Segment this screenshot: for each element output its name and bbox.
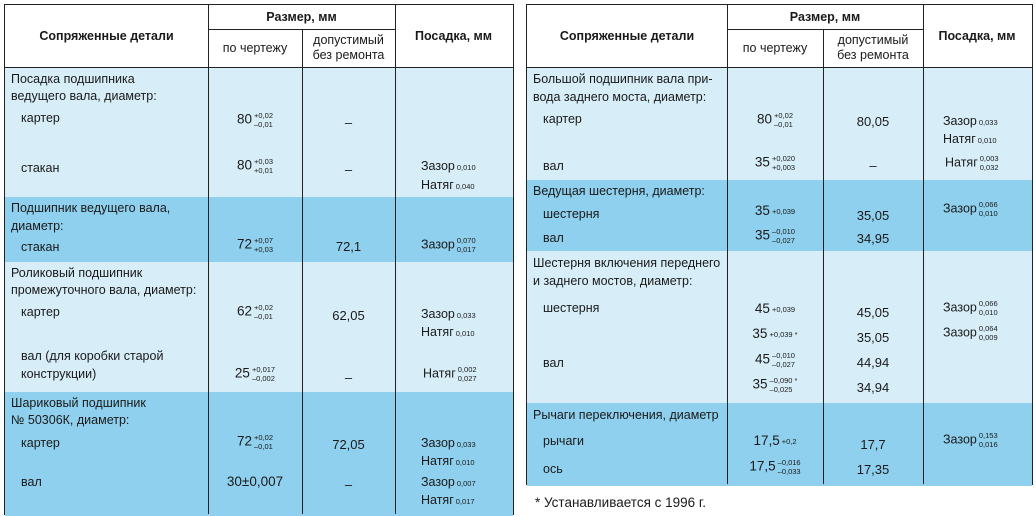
fit-range [979, 200, 998, 218]
right-g3-r1-fit [943, 299, 998, 317]
header-allowed-line-1: допустимый [313, 33, 384, 47]
fit-word: Натяг [423, 366, 456, 381]
tol-lo: –0,01 [254, 120, 273, 129]
fit-word: Натяг [943, 132, 976, 146]
fit-value: 0,033 [978, 118, 998, 127]
right-g2-r2-allow: 34,95 [856, 231, 890, 246]
left-g4-r2-allow: – [344, 477, 353, 492]
right-g3-r2-allow: 44,94 [856, 355, 890, 370]
fit-word: Зазор [421, 237, 455, 252]
tol-lo: +0,03 [254, 245, 273, 254]
size-base: 17,5 [753, 433, 780, 448]
right-g1-title-1: Большой подшипник вала при- [533, 72, 713, 86]
right-g3-r2-label: вал [543, 356, 564, 370]
left-g3-r1-allow: 62,05 [332, 308, 365, 323]
size-tolerance [254, 236, 273, 254]
tol-lo: –0,027 [772, 236, 795, 245]
left-g2-r1-label: стакан [21, 240, 60, 254]
right-g1-r1-label: картер [543, 112, 582, 126]
size-tolerance [254, 433, 273, 451]
tol-up: +0,07 [254, 236, 273, 245]
size-base: 80 [236, 111, 253, 127]
fit-lo: 0,010 [978, 209, 998, 218]
tol-up: +0,02 [254, 303, 273, 312]
header-fit: Посадка, мм [414, 28, 493, 43]
size-tolerance [778, 458, 801, 476]
size-base: 45 [755, 351, 771, 367]
left-g3-r1-label: картер [21, 305, 60, 319]
fit-lo: 0,017 [456, 245, 476, 254]
size-base: 62 [236, 303, 253, 319]
tol-up: +0,2 [781, 437, 797, 447]
size-base: 45 [754, 301, 770, 316]
left-g4-r1-allow: 72,05 [332, 437, 365, 452]
left-g3-title-2: промежуточного вала, диаметр: [11, 283, 197, 297]
fit-range [980, 154, 999, 172]
fit-word: Зазор [943, 114, 977, 128]
left-g2-r1-size [208, 236, 302, 254]
size-base: 35 [754, 203, 770, 218]
header-parts: Сопряженные детали [39, 28, 174, 43]
fit-word: Зазор [421, 436, 455, 450]
tol-lo: +0,01 [254, 166, 273, 175]
size-base: 80 [236, 157, 253, 173]
size-base: 72 [236, 433, 253, 449]
fit-value: 0,010 [977, 136, 997, 145]
tol-up: +0,039 [771, 207, 796, 217]
header-drawing: по чертежу [222, 40, 288, 55]
tol-up: –0,010 [772, 351, 795, 360]
left-g4-r1-fit-1 [421, 436, 476, 450]
right-g2-r1-fit [943, 200, 998, 218]
fit-range [979, 431, 998, 449]
header-allowed-line-2: без ремонта [312, 48, 385, 62]
header-fit: Посадка, мм [938, 28, 1016, 43]
size-tolerance [772, 207, 795, 216]
right-g4-title: Рычаги переключения, диаметр [533, 408, 719, 422]
left-g2-r1-fit [421, 236, 476, 254]
size-tolerance [772, 227, 795, 245]
left-g1-title-1: Посадка подшипника [11, 72, 135, 86]
right-g1-r2-size [727, 154, 823, 172]
header-drawing: по чертежу [742, 40, 808, 55]
fit-up: 0,066 [978, 200, 998, 209]
fit-value: 0,017 [455, 497, 475, 506]
left-table [4, 4, 514, 515]
left-g4-title-1: Шариковый подшипник [11, 396, 146, 410]
tol-lo: –0,01 [774, 120, 793, 129]
fit-up: 0,066 [978, 299, 998, 308]
left-g4-title-2: № 50306К, диаметр: [11, 413, 130, 427]
right-g3-r1b-size [727, 326, 823, 341]
fit-lo: 0,027 [457, 374, 477, 383]
right-g3-r1b-allow: 35,05 [856, 330, 890, 345]
left-g1-r2-label: стакан [21, 161, 60, 175]
right-table [526, 4, 1033, 485]
tol-up: +0,039 * [769, 330, 798, 340]
tol-lo: –0,027 [772, 360, 795, 369]
fit-range [457, 236, 476, 254]
right-g2-title: Ведущая шестерня, диаметр: [533, 184, 705, 198]
left-g4-r1-size [208, 433, 302, 451]
right-g3-r1-label: шестерня [543, 301, 600, 315]
size-base: 72 [236, 236, 253, 252]
tol-lo: –0,01 [254, 312, 273, 321]
right-g4-r1-label: рычаги [543, 434, 584, 448]
right-g3-title-2: и заднего мостов, диаметр: [533, 274, 693, 288]
header-allowed-line-2: без ремонта [837, 48, 909, 62]
left-g3-r2-fit [423, 365, 477, 383]
tol-up: +0,020 [771, 154, 796, 163]
left-g1-r2-allow: – [344, 162, 353, 177]
size-tolerance [254, 157, 273, 175]
fit-lo: 0,010 [978, 308, 998, 317]
size-base: 17,5 [749, 458, 776, 474]
right-g1-r2-fit [945, 154, 999, 172]
right-g2-r1-allow: 35,05 [856, 208, 890, 223]
tol-up: –0,016 [777, 458, 801, 467]
header-parts: Сопряженные детали [559, 28, 695, 43]
fit-value: 0,010 [455, 458, 475, 467]
tol-up: +0,02 [254, 111, 273, 120]
header-size: Размер, мм [266, 9, 337, 24]
fit-word: Зазор [421, 307, 455, 321]
right-header [527, 5, 1032, 68]
size-base: 35 [752, 326, 768, 341]
left-g1-r2-size [208, 157, 302, 175]
tol-up: +0,02 [254, 433, 273, 442]
right-g4-r2-label: ось [543, 462, 563, 476]
left-g1-r1-size [208, 111, 302, 129]
right-g1-r1-allow: 80,05 [856, 114, 890, 129]
tol-up: +0,03 [254, 157, 273, 166]
right-g3-r1b-fit [943, 324, 998, 342]
left-g3-r2-allow: – [344, 370, 353, 385]
size-base: 25 [234, 365, 250, 381]
fit-lo: 0,009 [978, 333, 998, 342]
left-g3-r1-fit-1 [421, 307, 476, 321]
right-g2-r1-size [727, 203, 823, 218]
fit-up: 0,002 [457, 365, 477, 374]
left-g4-r1-label: картер [21, 436, 60, 450]
right-g1-r2-label: вал [543, 159, 564, 173]
size-tolerance [772, 154, 795, 172]
left-g3-title-1: Роликовый подшипник [11, 266, 143, 280]
left-g3-r2-size [208, 365, 302, 383]
size-tolerance [252, 365, 275, 383]
left-g2-title-1: Подшипник ведущего вала, [11, 201, 171, 215]
size-tolerance [774, 111, 793, 129]
left-g4-r1-fit-2 [421, 454, 475, 468]
left-g3-r2-label-2: конструкции) [21, 367, 97, 381]
fit-word: Натяг [945, 155, 978, 170]
size-tolerance [782, 437, 797, 446]
size-tolerance [769, 330, 797, 339]
right-g2-r2-label: вал [543, 231, 564, 245]
right-g1-r1-size [727, 111, 823, 129]
left-header [5, 5, 513, 68]
fit-range [979, 324, 998, 342]
left-g4-r2-size: 30±0,007 [226, 474, 284, 489]
right-g1-r2-allow: – [869, 158, 877, 173]
left-g2-r1-allow: 72,1 [335, 239, 362, 254]
right-g3-r1-size [727, 301, 823, 316]
size-base: 35 [752, 376, 768, 392]
left-g1-title-2: ведущего вала, диаметр: [11, 89, 157, 103]
fit-up: 0,153 [978, 431, 998, 440]
fit-lo: 0,032 [979, 163, 999, 172]
left-g3-r1-fit-2 [421, 325, 475, 339]
size-base: 35 [754, 154, 770, 170]
right-g1-title-2: вода заднего моста, диаметр: [533, 90, 707, 104]
fit-value: 0,010 [455, 329, 475, 338]
left-g4-r2-fit-1 [421, 475, 476, 489]
fit-word: Натяг [421, 454, 454, 468]
header-allowed [823, 29, 923, 67]
size-base: 35 [755, 227, 771, 243]
right-g2-r1-label: шестерня [543, 207, 600, 221]
right-g3-title-1: Шестерня включения переднего [533, 256, 721, 270]
fit-range [979, 299, 998, 317]
fit-word: Натяг [421, 493, 454, 507]
header-allowed [302, 29, 395, 67]
left-g3-r2-label-1: вал (для коробки старой [21, 349, 164, 363]
tol-up: +0,039 [771, 305, 796, 315]
fit-word: Натяг [421, 178, 454, 192]
right-g3-r2-size [727, 351, 823, 369]
fit-value: 0,033 [456, 311, 476, 320]
fit-value: 0,033 [456, 440, 476, 449]
tol-lo: –0,01 [254, 442, 273, 451]
right-g4-r1-allow: 17,7 [860, 437, 886, 452]
left-g3-r1-size [208, 303, 302, 321]
fit-word: Зазор [943, 325, 977, 340]
tol-up: +0,017 [251, 365, 276, 374]
fit-word: Зазор [943, 300, 977, 315]
tol-up: +0,02 [774, 111, 793, 120]
right-g4-r2-size [727, 458, 823, 476]
right-g2-r2-size [727, 227, 823, 245]
tol-up: –0,090 * [769, 376, 798, 385]
right-g4-r2-allow: 17,35 [856, 462, 890, 477]
left-g4-r2-fit-2 [421, 493, 475, 507]
fit-up: 0,003 [979, 154, 999, 163]
fit-value: 0,040 [455, 182, 475, 191]
right-g1-r1-fit-2 [943, 132, 997, 146]
fit-word: Зазор [943, 201, 977, 216]
header-size: Размер, мм [789, 9, 861, 24]
tol-up: –0,010 [772, 227, 795, 236]
left-g1-r2-fit-1 [421, 159, 476, 173]
right-g4-r1-size [727, 433, 823, 448]
fit-up: 0,064 [978, 324, 998, 333]
fit-value: 0,010 [456, 163, 476, 172]
size-tolerance [770, 376, 798, 394]
right-g3-r1-allow: 45,05 [856, 305, 890, 320]
footnote: * Устанавливается с 1996 г. [535, 495, 706, 510]
header-allowed-line-1: допустимый [837, 33, 909, 47]
left-g2-title-2: диаметр: [11, 219, 64, 233]
tol-lo: –0,002 [251, 374, 275, 383]
right-g1-r1-fit-1 [943, 114, 998, 128]
size-tolerance [254, 111, 273, 129]
size-tolerance [254, 303, 273, 321]
size-tolerance [772, 305, 795, 314]
right-g3-r2b-allow: 34,94 [856, 380, 890, 395]
fit-word: Зазор [421, 475, 455, 489]
size-tolerance [772, 351, 795, 369]
fit-lo: 0,016 [978, 440, 998, 449]
fit-value: 0,007 [456, 479, 476, 488]
fit-word: Зазор [421, 159, 455, 173]
tol-lo: –0,025 [769, 385, 793, 394]
tol-lo: +0,003 [771, 163, 796, 172]
fit-word: Зазор [943, 432, 977, 447]
fit-up: 0,070 [456, 236, 476, 245]
left-g1-r1-allow: – [344, 115, 353, 130]
left-g1-r1-label: картер [21, 111, 60, 125]
left-g1-r2-fit-2 [421, 178, 475, 192]
right-g4-r1-fit [943, 431, 998, 449]
fit-range [458, 365, 477, 383]
right-g3-r2b-size [727, 376, 823, 394]
tol-lo: –0,033 [777, 467, 801, 476]
fit-word: Натяг [421, 325, 454, 339]
size-base: 80 [756, 111, 773, 127]
left-g4-r2-label: вал [21, 475, 42, 489]
